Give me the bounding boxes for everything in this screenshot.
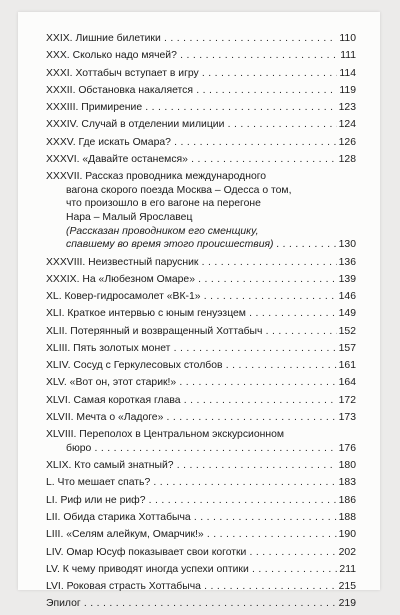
toc-entry-title: XXX. Сколько надо мячей? . . . [46,49,338,63]
toc-entry-page: 211 [339,563,356,575]
toc-entry-page: 215 [338,581,356,593]
toc-entry [46,359,356,373]
toc-entry-page: 130 [338,239,356,251]
toc-entry-page: 202 [338,546,356,558]
toc-entry [46,273,356,287]
toc-entry [46,459,356,473]
toc-entry-page: 110 [339,33,356,44]
toc-entry-title: XXXII. Обстановка накаляется . . . [46,84,337,98]
toc-entry-page: 124 [338,119,356,131]
toc-entry [46,101,356,115]
toc-entry [46,546,356,560]
toc-entry-title: XXXIII. Примирение . . . [46,101,337,115]
toc-entry [46,136,356,150]
toc-entry-title-line: XXXVII. Рассказ проводника международного [46,171,267,183]
toc-entry-page: 139 [338,273,356,285]
toc-entry-page: 126 [338,136,356,148]
toc-entry [46,84,356,98]
toc-entry [46,67,356,81]
toc-entry-title: XLIV. Сосуд с Геркулесовых столбов . . . [46,359,337,373]
toc-entry-title: XLV. «Вот он, этот старик!» . . . [46,376,337,390]
toc-entry-page: 180 [338,460,356,472]
toc-entry [46,597,356,611]
toc-entry-title: XXXIX. На «Любезном Омаре» . . . [46,273,337,287]
toc-entry-page: 136 [338,256,356,268]
toc-entry-title: LII. Обида старика Хоттабыча . . . [46,511,337,525]
toc-entry [46,476,356,490]
toc-entry-multiline [46,170,356,252]
toc-entry-title: XLIII. Пять золотых монет . . . [46,342,337,356]
toc-entry [46,325,356,339]
toc-entry-title: XXIX. Лишние билетики . . . [46,32,337,46]
toc-entry [46,394,356,408]
toc-entry-page: 123 [338,102,356,114]
toc-entry-page: 186 [338,494,356,506]
toc-entry [46,563,356,577]
toc-entry-title-line: XLVIII. Переполох в Центральном экскурсионном [46,429,285,441]
toc-entry-title: LIII. «Селям алейкум, Омарчик!» . . . [46,528,337,542]
toc-entry-title: XLII. Потерянный и возвращенный Хоттабыч . . . [46,325,337,339]
toc-entry [46,511,356,525]
toc-entry-title: XXXIV. Случай в отделении милиции . . . [46,118,337,132]
toc-entry [46,307,356,321]
toc-entry-page: 190 [338,529,356,541]
toc-entry-page: 161 [338,360,356,372]
toc-entry-page: 176 [338,442,356,454]
toc-entry-title: XL. Ковер-гидросамолет «ВК-1» . . . [46,290,337,304]
toc-entry-page: 173 [338,412,356,424]
toc-entry-title: LI. Риф или не риф? . . . [46,494,337,508]
toc-entry-page: 157 [338,342,356,354]
toc-entry [46,342,356,356]
toc-entry-title: XXXVI. «Давайте останемся» . . . [46,153,337,167]
toc-entry-page: 152 [338,325,356,337]
toc-entry-title: LVI. Роковая страсть Хоттабыча . . . [46,580,337,594]
toc-entry-page: 111 [340,50,356,62]
toc-entry-page: 114 [339,67,356,79]
toc-entry-page: 183 [338,477,356,489]
toc-entry [46,256,356,270]
toc-entry [46,494,356,508]
toc-entry-title: LV. К чему приводят иногда успехи оптики . . . [46,563,337,577]
book-page [18,12,380,610]
toc-entry-page: 172 [338,394,356,406]
toc-entry-last-line [46,442,356,456]
toc-entry [46,118,356,132]
table-of-contents [46,32,356,615]
toc-entry-page: 164 [338,377,356,389]
toc-entry-page: 146 [338,291,356,303]
toc-entry [46,376,356,390]
toc-entry-page: 188 [338,512,356,524]
toc-entry-title-line: что произошло в его вагоне на перегоне [66,198,261,210]
toc-entry-page: 128 [338,153,356,165]
toc-entry [46,528,356,542]
toc-entry-title-line: Нара – Малый Ярославец [66,212,193,224]
toc-entry-last-line [46,238,356,252]
toc-entry-title-line: вагона скорого поезда Москва – Одесса о том, [66,184,292,196]
toc-entry [46,32,356,46]
toc-entry [46,411,356,425]
toc-entry [46,580,356,594]
toc-entry-title: XLI. Краткое интервью с юным генуэзцем . . . [46,307,337,321]
toc-entry-title: XLIX. Кто самый знатный? . . . [46,459,337,473]
toc-entry [46,153,356,167]
toc-entry [46,49,356,63]
toc-entry-title: Эпилог . . . [46,597,337,611]
toc-entry-title: XXXVIII. Неизвестный парусник . . . [46,256,337,270]
toc-entry-title: XLVI. Самая короткая глава . . . [46,394,337,408]
toc-entry-multiline [46,428,356,455]
toc-entry-page: 119 [339,84,356,96]
toc-entry-title-line: бюро . . . [66,442,337,456]
toc-entry-page: 149 [338,308,356,320]
toc-entry [46,290,356,304]
toc-entry-title: L. Что мешает спать? . . . [46,476,337,490]
toc-entry-page: 219 [338,598,356,610]
toc-entry-title: XXXI. Хоттабыч вступает в игру . . . [46,67,337,81]
toc-entry-subtitle-line: (Рассказан проводником его сменщику, [66,225,259,237]
toc-entry-title: XXXV. Где искать Омара? . . . [46,136,337,150]
toc-entry-title: XLVII. Мечта о «Ладоге» . . . [46,411,337,425]
toc-entry-subtitle-line: спавшему во время этого происшествия) . . . [66,238,337,252]
toc-entry-title: LIV. Омар Юсуф показывает свои коготки . . . [46,546,337,560]
